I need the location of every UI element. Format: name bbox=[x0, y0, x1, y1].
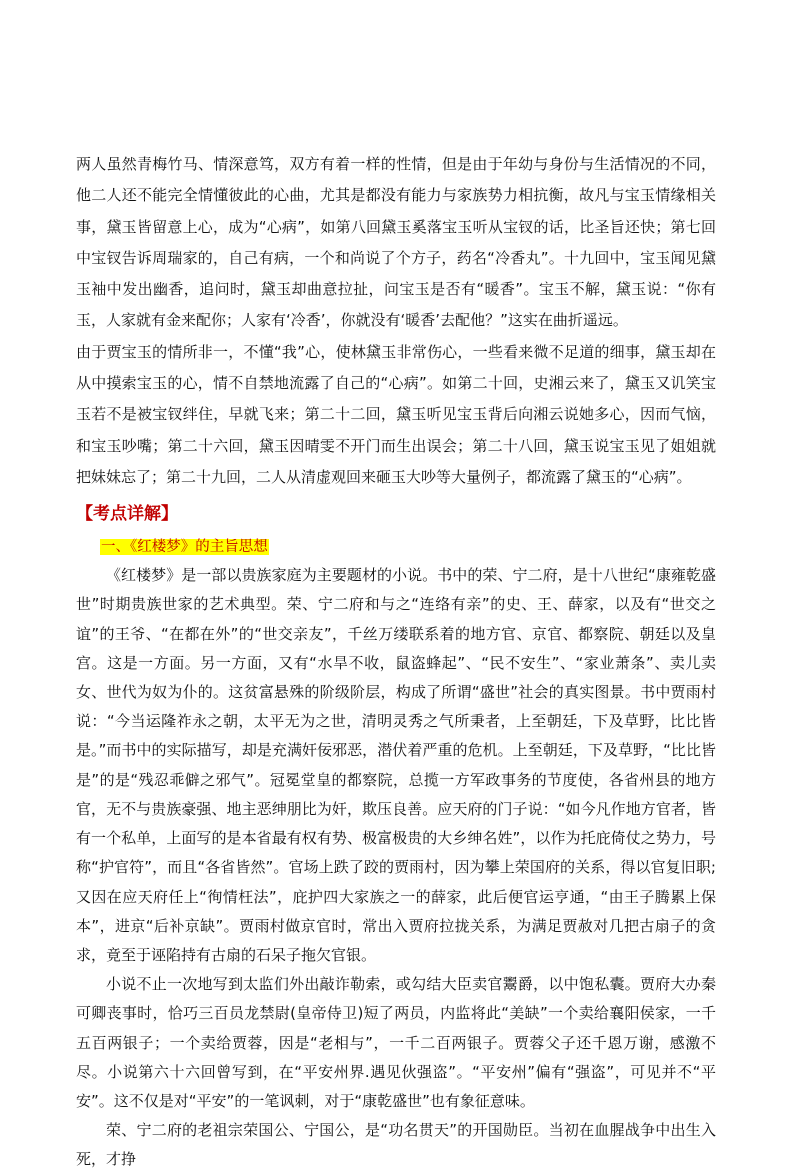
body-section bbox=[76, 561, 716, 1174]
body-paragraph: 荣、宁二府的老祖宗荣国公、宁国公，是“功名贯天”的开国勋臣。当初在血腥战争中出生入死，才挣 bbox=[76, 1121, 716, 1169]
section-heading: 【考点详解】 bbox=[76, 504, 178, 525]
body-paragraph: 《红楼梦》是一部以贵族家庭为主要题材的小说。书中的荣、宁二府，是十八世纪“康雍乾盛世”时期贵族世家的艺术典型。荣、宁二府和与之“连络有亲”的史、王、薛家，以及有“世交之谊”的王爷、“在都在外”的“世交亲友”，千丝万缕联系着的地方官、京官、都察院、朝廷以及皇宫。这是一方面。另一方面，又有“水旱不收，鼠盗蜂起”、“民不安生”、“家业萧条”、卖儿卖女、世代为奴为仆的。这贫富悬殊的阶级阶层，构成了所谓“盛世”社会的真实图景。书中贾雨村说：“今当运隆祚永之朝，太平无为之世，清明灵秀之气所秉者，上至朝廷，下及草野，比比皆是。”而书中的实际描写，却是充满奸佞邪恶，潜伏着严重的危机。上至朝廷，下及草野，“比比皆是”的是“残忍乖僻之邪气”。冠冕堂皇的都察院，总揽一方军政事务的节度使，各省州县的地方官，无不与贵族豪强、地主恶绅朋比为奸，欺压良善。应天府的门子说：“如今凡作地方官者，皆有一个私单，上面写的是本省最有权有势、极富极贵的大乡绅名姓”，以作为托庇倚仗之势力，号称“护官符”，而且“各省皆然”。官场上跌了跤的贾雨村，因为攀上荣国府的关系，得以官复旧职;又因在应天府任上“徇情枉法”，庇护四大家族之一的薛家，此后便官运亨通，“由王子腾累上保本”，进京“后补京缺”。贾雨村做京官时，常出入贾府拉拢关系，为满足贾赦对几把古扇子的贪求，竟至于诬陷持有古扇的石呆子拖欠官银。 bbox=[76, 566, 716, 964]
intro-section bbox=[76, 0, 716, 493]
intro-paragraph: 两人虽然青梅竹马、情深意笃，双方有着一样的性情，但是由于年幼与身份与生活情况的不同，他二人还不能完全情懂彼此的心曲，尤其是都没有能力与家族势力相抗衡，故凡与宝玉情缘相关事，黛玉皆留意上心，成为“心病”，如第八回黛玉奚落宝玉听从宝钗的话，比圣旨还快；第七回中宝钗告诉周瑞家的，自己有病，一个和尚说了个方子，药名“冷香丸”。十九回中，宝玉闻见黛玉袖中发出幽香，追问时，黛玉却曲意拉扯，问宝玉是否有“暖香”。宝玉不解，黛玉说：“你有玉，人家就有金来配你；人家有‘冷香’，你就没有‘暖香’去配他？”这实在曲折遥远。 bbox=[76, 155, 716, 330]
body-paragraph: 小说不止一次地写到太监们外出敲诈勒索，或勾结大臣卖官鬻爵，以中饱私囊。贾府大办秦可卿丧事时，恰巧三百员龙禁尉(皇帝侍卫)短了两员，内监将此“美缺”一个卖给襄阳侯家，一千五百两银子；一个卖给贾蓉，因是“老相与”，一千二百两银子。贾蓉父子还千恩万谢，感激不尽。小说第六十六回曾写到，在“平安州界.遇见伙强盗”。“平安州”偏有“强盗”，可见并不“平安”。这不仅是对“平安”的一笔讽刺，对于“康乾盛世”也有象征意味。 bbox=[76, 975, 716, 1110]
intro-paragraph: 由于贾宝玉的情所非一，不懂“我”心，使林黛玉非常伤心，一些看来微不足道的细事，黛玉却在从中摸索宝玉的心，情不自禁地流露了自己的“心病”。如第二十回，史湘云来了，黛玉又讥笑宝玉若不是被宝钗绊住，早就飞来；第二十二回，黛玉听见宝玉背后向湘云说她多心，因而气恼，和宝玉吵嘴；第二十六回，黛玉因晴雯不开门而生出误会；第二十八回，黛玉说宝玉见了姐姐就把妹妹忘了；第二十九回，二人从清虚观回来砸玉大吵等大量例子，都流露了黛玉的“心病”。 bbox=[76, 342, 716, 486]
subheading-text: 一、《红楼梦》的主旨思想 bbox=[101, 539, 268, 556]
subheading bbox=[76, 533, 716, 561]
